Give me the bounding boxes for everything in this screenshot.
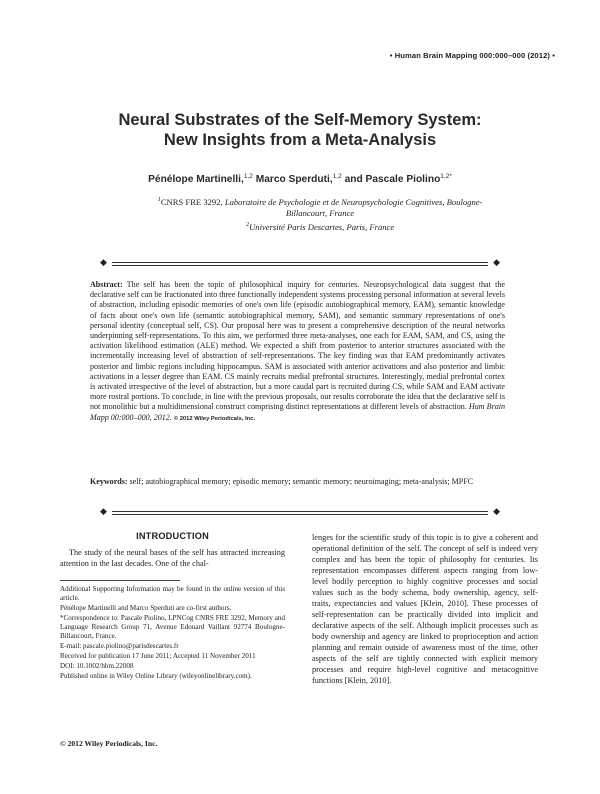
introduction-paragraph-left: The study of the neural bases of the self has attracted increasing attention in the last decades. One of the chal- <box>60 548 285 568</box>
footer-copyright: © 2012 Wiley Periodicals, Inc. <box>60 739 158 748</box>
abstract-copyright: © 2012 Wiley Periodicals, Inc. <box>173 415 256 422</box>
affiliation-number: 1 <box>157 196 161 203</box>
running-header: • Human Brain Mapping 000:000–000 (2012) • <box>389 51 555 60</box>
keywords-text: self; autobiographical memory; episodic memory; semantic memory; neuroimaging; meta-analysis; MPFC <box>129 477 474 486</box>
section-divider-top <box>100 258 500 269</box>
diamond-ornament-icon: ◆ <box>100 257 107 267</box>
double-rule-line <box>112 511 488 515</box>
footnote-received: Received for publication 17 June 2011; Accepted 11 November 2011 <box>60 652 256 660</box>
author-list <box>0 174 600 185</box>
article-title <box>0 110 600 150</box>
footnote-email: E-mail: pascale.piolino@parisdescartes.fr <box>60 642 179 650</box>
footnote-correspondence: *Correspondence to: Pascale Piolino, LPNCog CNRS FRE 3292, Memory and Language Research Group 71, Avenue Edouard Vaillant 92774 Boulogne-Billancourt, France. <box>60 614 285 640</box>
footnotes <box>60 585 285 682</box>
title-line-1: Neural Substrates of the Self-Memory System: <box>118 111 482 129</box>
affiliation-number: 2 <box>245 221 250 228</box>
diamond-ornament-icon: ◆ <box>100 506 107 516</box>
affiliation-1 <box>140 197 500 219</box>
author-affiliation-mark: 1,2 <box>332 173 342 180</box>
affiliation-text: Laboratoire de Psychologie et de Neuropsychologie Cognitives, Boulogne-Billancourt, France <box>224 197 483 218</box>
footnote-cofirst-authors: Pénélope Martinelli and Marco Sperduti are co-first authors. <box>60 604 232 612</box>
diamond-ornament-icon: ◆ <box>493 257 500 267</box>
footnote-separator <box>60 580 180 581</box>
footnote-doi: DOI: 10.1002/hbm.22008 <box>60 662 134 670</box>
title-line-2: New Insights from a Meta-Analysis <box>163 131 437 149</box>
section-heading-introduction: INTRODUCTION <box>136 531 209 541</box>
diamond-ornament-icon: ◆ <box>493 506 500 516</box>
introduction-paragraph-right: lenges for the scientific study of this topic is to give a coherent and operational definition of the self. The concept of self is indeed very complex and has been the topic of philosophy for centuries. Its representation encompasses different aspects ranging from low-level bodily perception to highly cognitive processes and social values such as the body schema, body ownership, agency, self-traits, expectancies and values [Klein, 2010]. These processes of self-representation can be practically divided into implicit and declarative aspects of the self. Although implicit processes such as body ownership and agency are linked to proprioception and action planning and remain outside of awareness most of the time, other aspects of the self are tightly connected with explicit memory processes and require high-level cognitive and metacognitive functions [Klein, 2010]. <box>312 533 538 685</box>
keywords <box>90 477 505 487</box>
footnote-supporting-info: Additional Supporting Information may be found in the online version of this article. <box>60 585 285 602</box>
footnote-published: Published online in Wiley Online Library (wileyonlinelibrary.com). <box>60 672 252 680</box>
affiliation-text: Université Paris Descartes, Paris, France <box>249 222 395 232</box>
section-divider-bottom <box>100 507 500 518</box>
keywords-label: Keywords: <box>90 477 128 486</box>
author-connector: and <box>344 174 363 185</box>
double-rule-line <box>112 262 488 266</box>
abstract-text: The self has been the topic of philosophical inquiry for centuries. Neuropsychological data suggest that the declarative self can be fractionated into three functionally independent systems processing personal information at several levels of abstraction, including episodic memories of one's own life (episodic autobiographical memory, EAM), semantic knowledge of facts about one's own life (semantic autobiographical memory, SAM), and semantic summary representations of one's personal identity (conceptual self, CS). Our proposal here was to present a comprehensive description of the neural networks underpinning self-representations. To this aim, we performed three meta-analyses, one each for EAM, SAM, and CS, using the activation likelihood estimation (ALE) method. We expected a shift from posterior to anterior structures associated with the incrementally increasing level of abstraction of self-representations. The key finding was that EAM predominantly activates posterior and limbic regions including hippocampus. SAM is associated with anterior activations and also posterior and limbic activations in a lesser degree than EAM. CS mainly recruits medial prefrontal structures. Interestingly, medial prefrontal cortex is activated irrespective of the level of abstraction, but a more caudal part is recruited during CS, while SAM and EAM activate more rostral portions. To conclude, in line with the previous proposals, our results corroborate the idea that the declarative self is not monolithic but a multidimensional construct comprising distinct representations at different levels of abstraction. <box>90 280 505 412</box>
author-name: Marco Sperduti, <box>255 174 333 185</box>
author-affiliation-mark: 1,2 <box>243 173 253 180</box>
affiliation-unit: CNRS FRE 3292, <box>160 197 223 207</box>
author-name: Pascale Piolino <box>365 174 441 185</box>
abstract <box>90 280 505 424</box>
affiliation-2 <box>140 222 500 233</box>
author-name: Pénélope Martinelli, <box>148 174 244 185</box>
abstract-citation: Hum Brain Mapp 00:000–000, 2012. <box>90 402 505 422</box>
author-affiliation-mark: 1,2* <box>440 173 452 180</box>
abstract-label: Abstract: <box>90 280 123 289</box>
